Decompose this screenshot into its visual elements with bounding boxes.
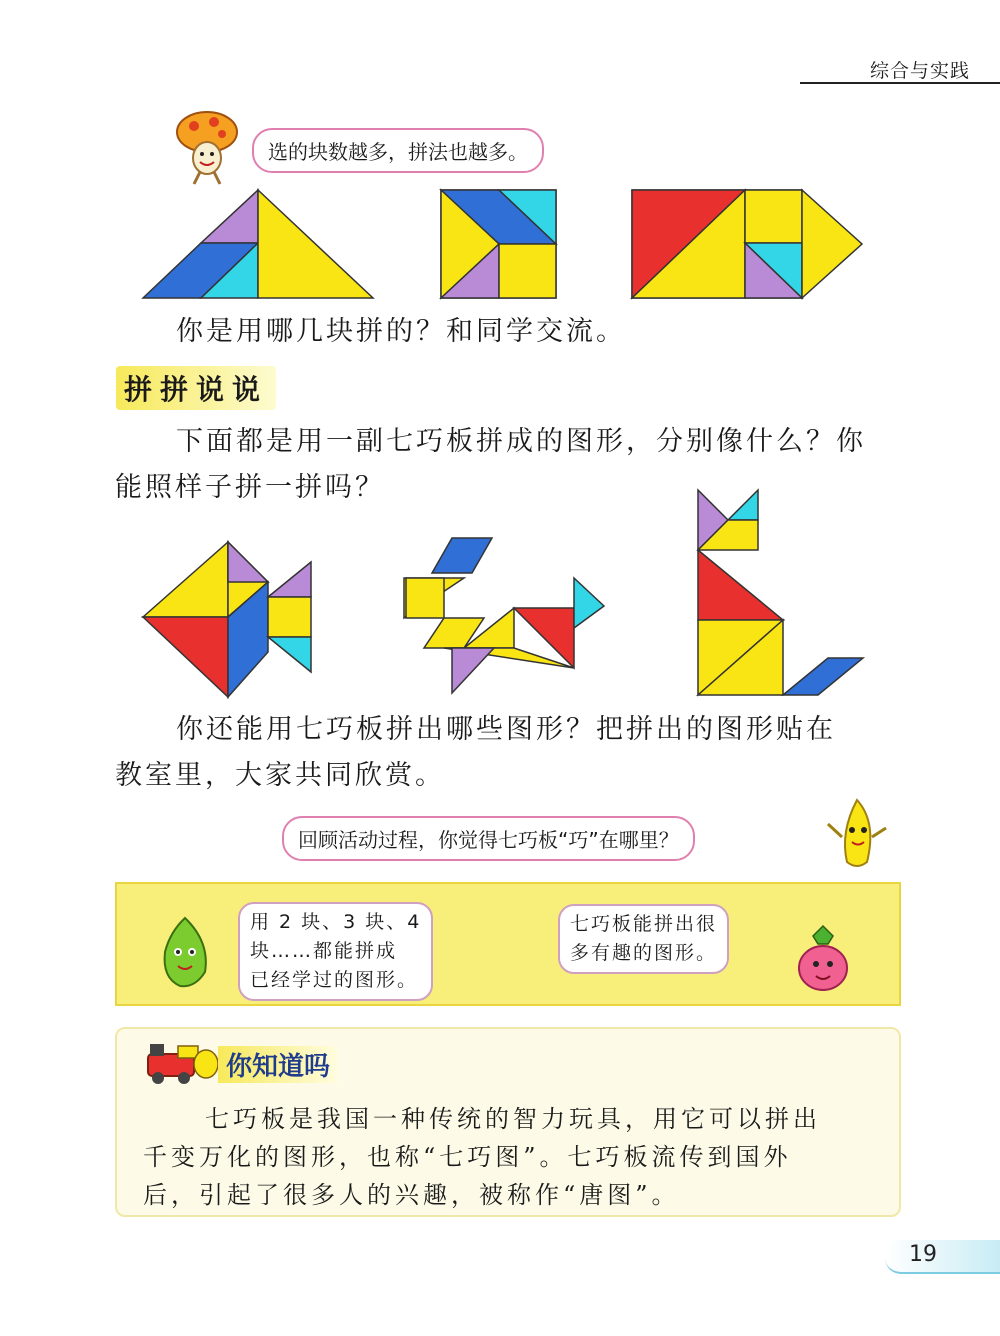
pear-character-icon xyxy=(150,912,220,992)
bubble-line: 块……都能拼成 xyxy=(250,940,398,962)
bubble-line: 七巧板能拼出很 xyxy=(570,913,718,935)
tangram-animal xyxy=(404,538,614,698)
paragraph-line: 你还能用七巧板拼出哪些图形？把拼出的图形贴在 xyxy=(176,714,836,745)
bubble-line: 已经学过的图形。 xyxy=(250,969,419,991)
tangram-house xyxy=(632,190,872,300)
band-bubble-left xyxy=(238,902,433,1001)
section-title: 综合与实践 xyxy=(869,60,970,82)
bubble-line: 用 2 块、3 块、4 xyxy=(250,911,422,933)
review-bubble: 回顾活动过程，你觉得七巧板“巧”在哪里？ xyxy=(282,816,695,861)
banana-character-icon xyxy=(822,792,892,872)
know-line: 七巧板是我国一种传统的智力玩具，用它可以拼出 xyxy=(205,1105,821,1133)
know-line: 后，引起了很多人的兴趣，被称作“唐图”。 xyxy=(143,1181,680,1209)
tangram-cat xyxy=(698,490,868,700)
know-line: 千变万化的图形，也称“七巧图”。七巧板流传到国外 xyxy=(143,1143,792,1171)
mushroom-character-icon xyxy=(172,108,242,188)
radish-character-icon xyxy=(788,926,858,996)
did-you-know-title: 你知道吗 xyxy=(218,1046,338,1083)
page-number-tab xyxy=(885,1240,1000,1274)
band-bubble-right xyxy=(558,904,729,974)
tangram-triangle xyxy=(143,190,383,300)
summary-band xyxy=(115,882,901,1006)
tangram-fish xyxy=(143,542,318,702)
header-rule xyxy=(800,82,1000,84)
bubble-line: 多有趣的图形。 xyxy=(570,942,718,964)
page-number: 19 xyxy=(909,1242,937,1267)
train-icon xyxy=(142,1040,222,1086)
activity-title: 拼拼说说 xyxy=(116,366,276,410)
tangram-square xyxy=(441,190,561,300)
hint-bubble: 选的块数越多，拼法也越多。 xyxy=(252,128,544,173)
paragraph-line: 下面都是用一副七巧板拼成的图形，分别像什么？你 xyxy=(176,426,866,457)
paragraph-line: 能照样子拼一拼吗？ xyxy=(115,472,385,503)
question-text: 你是用哪几块拼的？和同学交流。 xyxy=(176,316,626,347)
paragraph-line: 教室里，大家共同欣赏。 xyxy=(115,760,445,791)
